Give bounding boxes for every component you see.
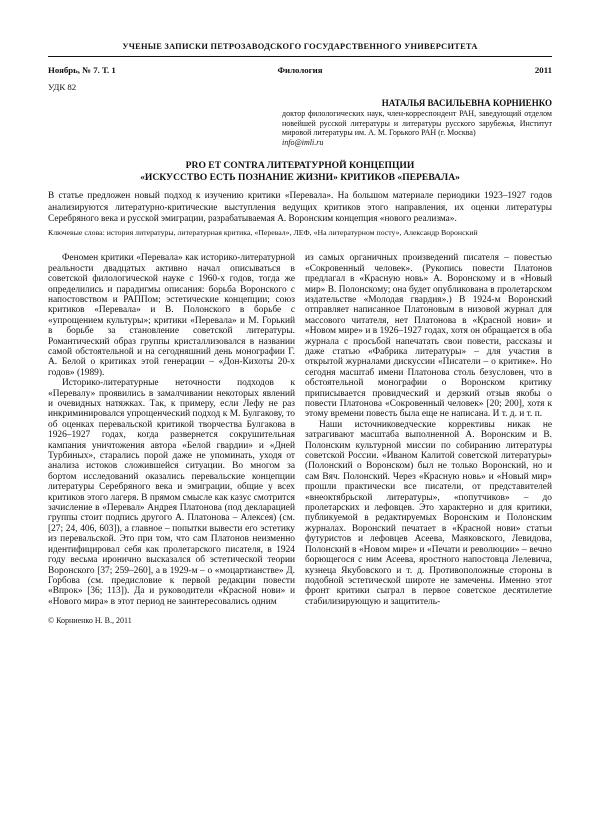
issue-number: Ноябрь, № 7. Т. 1: [48, 65, 116, 75]
body-columns: [48, 253, 552, 607]
header-divider: [48, 56, 552, 57]
author-block: [282, 98, 552, 148]
journal-section: Филология: [277, 65, 323, 75]
author-affiliation: доктор филологических наук, член-корреспондент РАН, заведующий отделом новейшей русской литературы и литературы русского зарубежья, Институт мировой литературы им. А. М. Горького РАН (г. Москва): [282, 109, 552, 138]
author-name: НАТАЛЬЯ ВАСИЛЬЕВНА КОРНИЕНКО: [381, 98, 552, 108]
article-title: [48, 160, 552, 183]
issue-year: 2011: [534, 65, 552, 75]
keywords: Ключевые слова: история литературы, литературная критика, «Перевал», ЛЕФ, «На литературном посту», Александр Воронский: [48, 227, 478, 237]
left-column: [48, 253, 295, 607]
udc-code: УДК 82: [48, 82, 77, 92]
article-title-line2: «ИСКУССТВО ЕСТЬ ПОЗНАНИЕ ЖИЗНИ» КРИТИКОВ «ПЕРЕВАЛА»: [140, 171, 460, 183]
copyright-notice: © Корниенко Н. В., 2011: [48, 616, 132, 626]
body-paragraph: Феномен критики «Перевала» как историко-литературной реальности двадцатых активно начал описываться в советской филологической науке с 1960-х годов, тогда же определились и парадигмы описания: борьба Воронского с напостовством и РАППом; эстетические концепции; союз критиков «Перевала» и В. Полонского в борьбе с «упрощением культуры»; критики «Перевала» и М. Горький в борьбе за становление советской литературы. Романтический образ группы кристаллизовался в названии самой обстоятельной и на сегодняшний день монографии Г. А. Белой о критиках этой генерации – «Дон-Кихоты 20-х годов» (1989).: [48, 253, 295, 378]
issue-row: [48, 65, 552, 75]
journal-header: УЧЕНЫЕ ЗАПИСКИ ПЕТРОЗАВОДСКОГО ГОСУДАРСТВЕННОГО УНИВЕРСИТЕТА: [122, 42, 478, 51]
body-paragraph: из самых органичных произведений писателя – повестью «Сокровенный человек». (Рукопись повести Платонов предлагал в «Красную новь» А. Воронскому и в «Новый мир» В. Полонскому; она будет опубликована в пролетарском издательстве «Молодая гвардия».) В 1924-м Воронский отправляет написанное Платоновым в низовой журнал для массового читателя, нет Платонова в «Красной нови» и «Новом мире» и в 1926–1927 годах, хотя он обращается в оба журнала с просьбой напечатать свои повести, рассказы и даже статью «Фабрика литературы» – для участия в открытой журналами дискуссии «Писатели – о критике». Но сегодня масштаб имени Платонова столь безусловен, что в обстоятельной монографии о Воронском критику приписывается провидческий и дерзкий отзыв якобы о повести Платонова «Сокровенный человек» [20; 200], хотя к этому времени повесть была еще не написана. И т. д. и т. п.: [305, 253, 552, 420]
article-title-line1: PRO ET CONTRA ЛИТЕРАТУРНОЙ КОНЦЕПЦИИ: [185, 160, 415, 172]
body-paragraph: Наши источниковедческие коррективы никак не затрагивают масштаба выполненной А. Воронским и В. Полонским культурной миссии по собиранию литературы советской России. «Иваном Калитой советской литературы» (Полонский о Воронском) был не только Воронский, но и сам Вяч. Полонский. Через «Красную новь» и «Новый мир» прошли практически все писатели, от представителей «внеоктябрьской литературы», «попутчиков» – до пролетарских и лефовцев. Это характерно и для критики, публикуемой в редактируемых Воронским и Полонским журналах. Воронский печатает в «Красной нови» статьи футуристов и лефовцев Асеева, Маяковского, Левидова, Полонский в «Новом мире» и «Печати и революции» – вечно борющегося с ним Асеева, яростного напостовца Лелевича, кузнеца Якубовского и т. д. Противоположные стороны в подобной эстетической широте не замечены. Именно этот фронт критики сыграл в первое советское десятилетие стабилизирующую и защититель-: [305, 419, 552, 607]
right-column: [305, 253, 552, 607]
author-email: info@imli.ru: [282, 138, 324, 148]
abstract: В статье предложен новый подход к изучению критики «Перевала». На большом материале периодики 1923–1927 годов анализируются литературно-критические выступления ведущих критиков этого направления, их оценки литературы Серебряного века и русской эмиграции, разрабатываемая А. Воронским концепция «нового реализма».: [48, 191, 552, 224]
body-paragraph: Историко-литературные неточности подходов к «Перевалу» проявились в замалчивании некоторых явлений и очевидных натяжках. Так, к примеру, если Лефу не раз инкриминировался упрощенческий подход к М. Булгакову, то об оценках перевальской критикой творчества Булгакова в 1926–1927 годах, когда развернется сокрушительная кампания уничтожения автора «Белой гвардии» и «Дней Турбиных», старались порой даже не упоминать, уходя от анализа истоков сложившейся ситуации. Во многом за бортом исследований оказались перевальские концепции литературы Серебряного века и эмиграции, общие у всех критиков этого лагеря. В прямом смысле как казус смотрится зачисление в «Перевал» Андрея Платонова (под декларацией группы стоит подпись другого А. Платонова – Алексея) (см. [27; 24, 406, 603]), а главное – попытки вывести его эстетику из перевальской. Это при том, что сам Платонов неизменно идентифицировал себя как пролетарского писателя, в 1924 году весьма иронично высказался об эстетической теории Воронского [37; 259–260], а в 1929-м – о «моцартианстве» Д. Горбова (см. предисловие к первой редакции повести «Впрок» [36; 113]). Да и руководители «Красной нови» и «Нового мира» в этот период не заинтересовались одним: [48, 378, 295, 607]
